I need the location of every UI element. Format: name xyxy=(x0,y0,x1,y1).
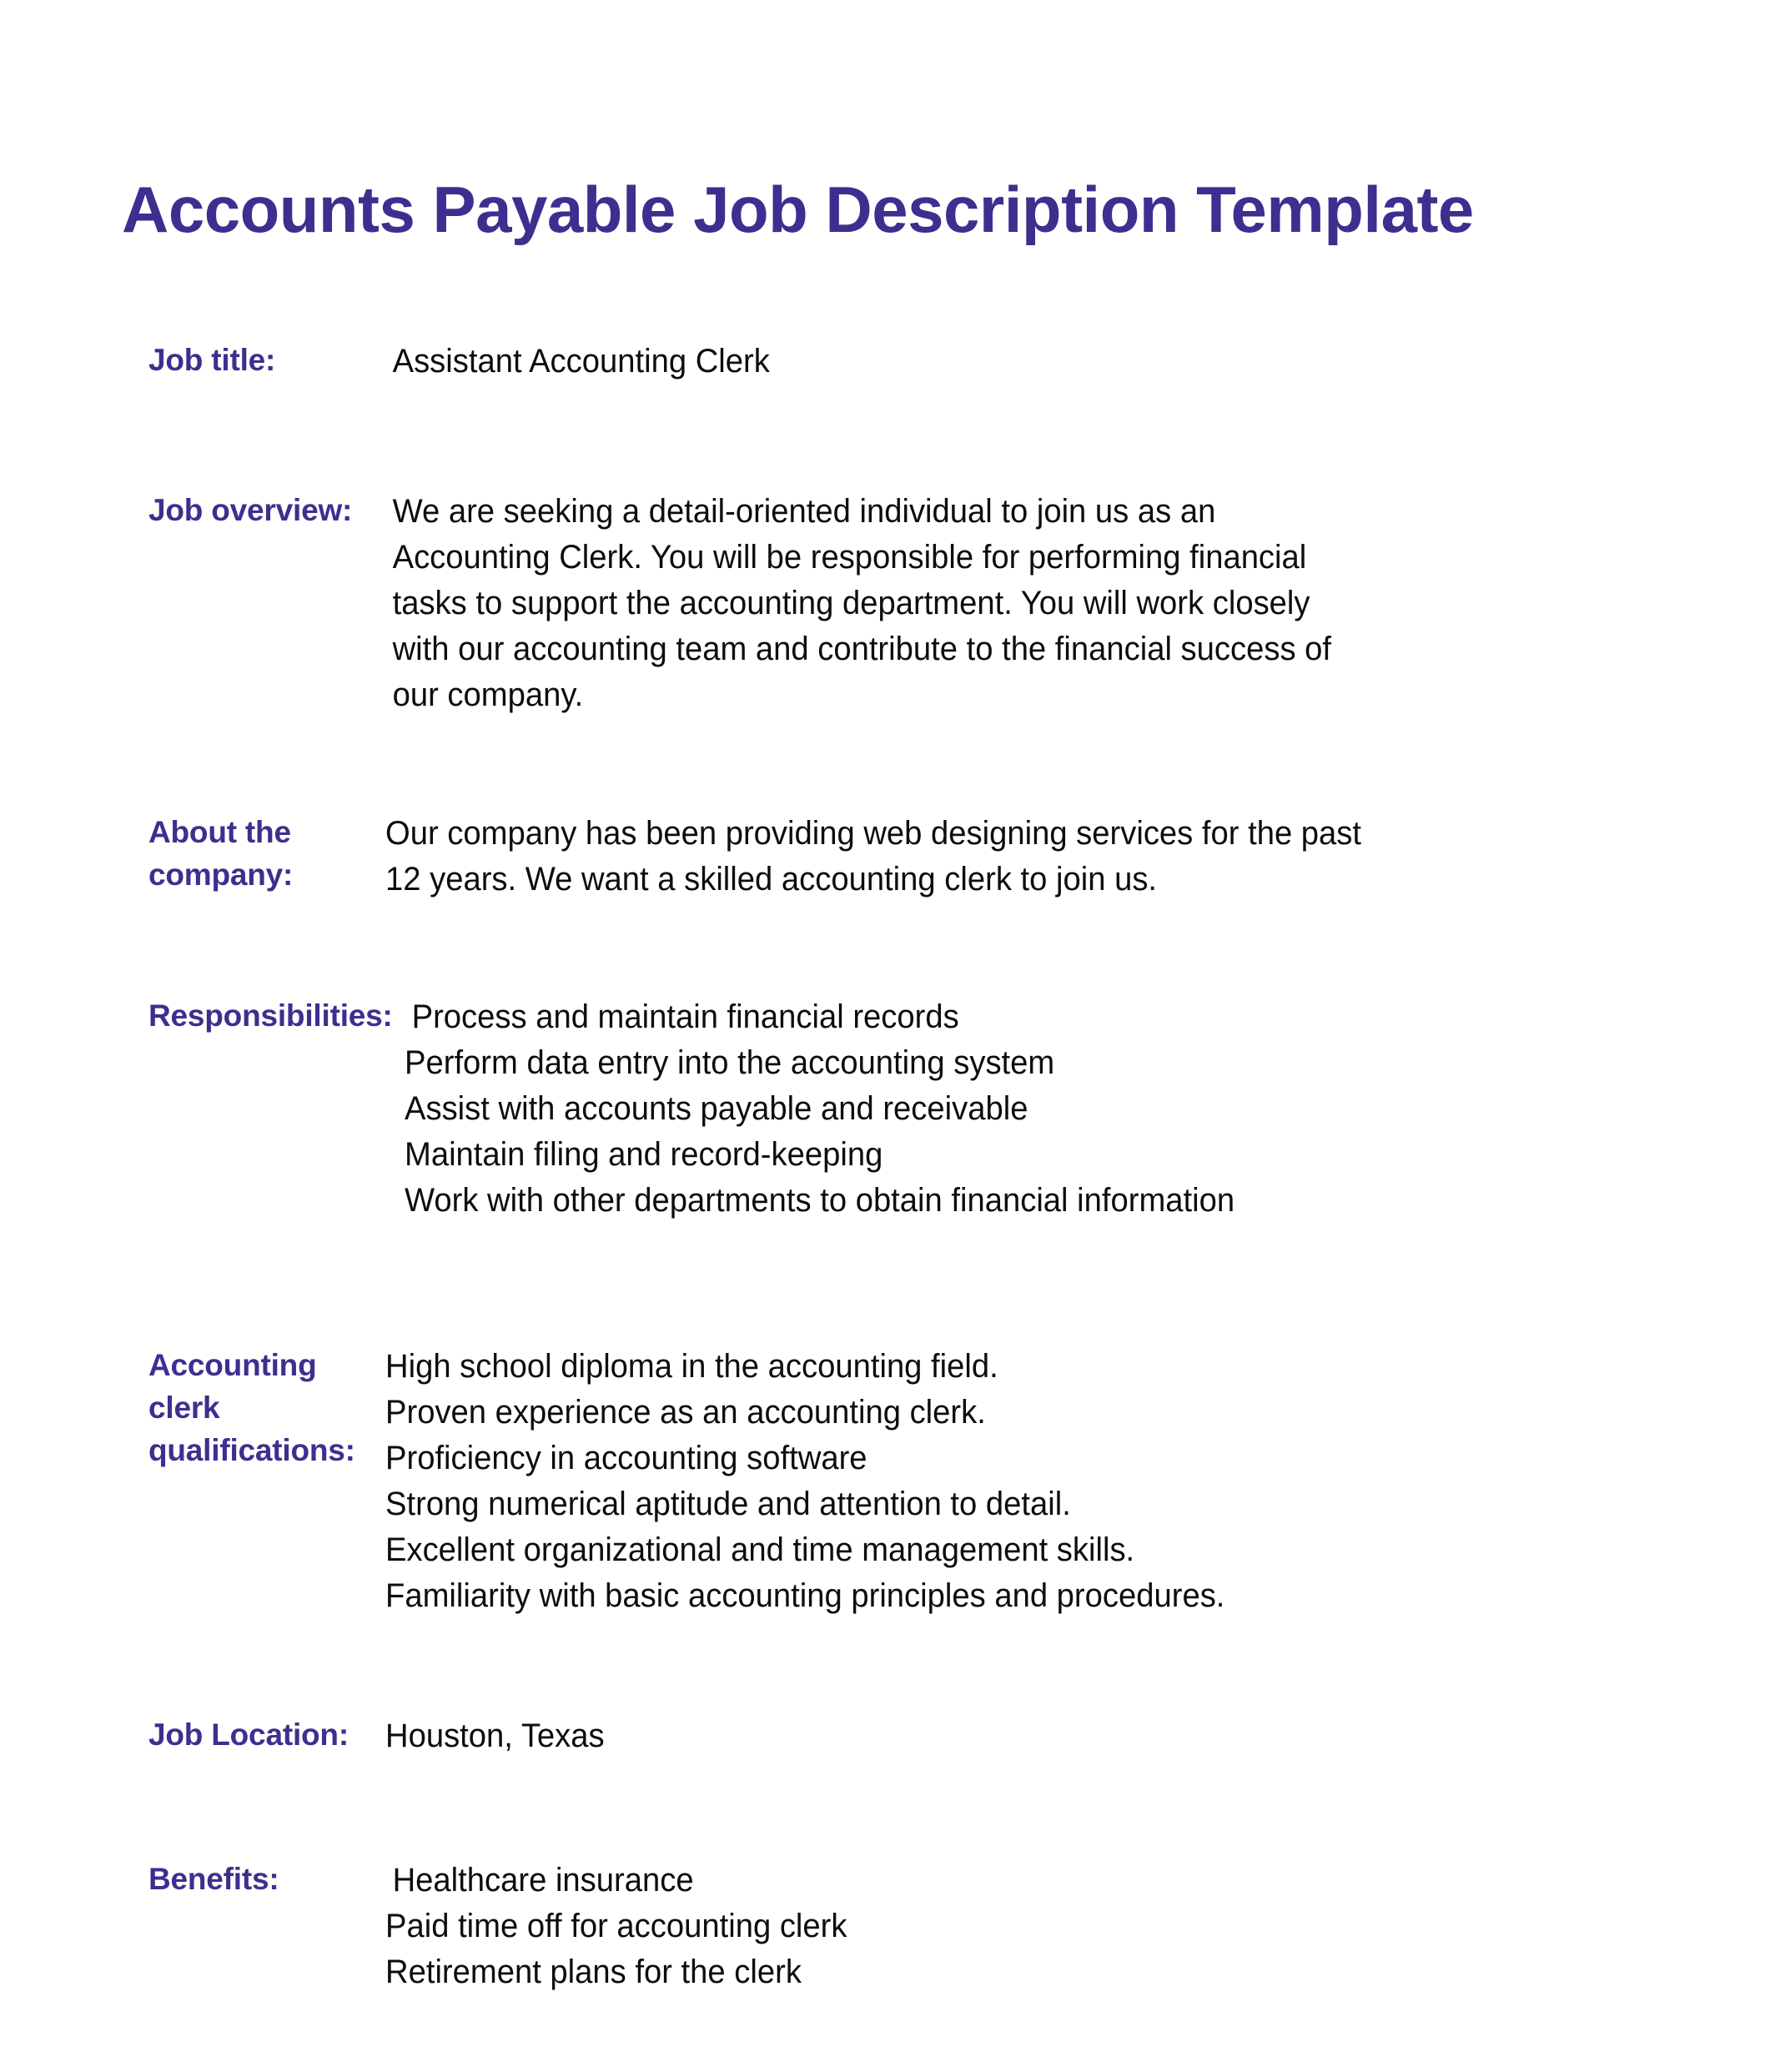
label-job-overview: Job overview: xyxy=(148,493,353,527)
value-benefits xyxy=(385,1858,1501,1995)
label-qualifications-line2: qualifications: xyxy=(148,1433,355,1467)
label-job-location: Job Location: xyxy=(148,1717,349,1752)
list-item: Paid time off for accounting clerk xyxy=(385,1908,847,1944)
label-qualifications-line1: Accounting clerk xyxy=(148,1348,317,1425)
label-about-company xyxy=(0,811,385,896)
page-title: Accounts Payable Job Description Template xyxy=(122,173,1474,247)
list-item: Familiarity with basic accounting principles and procedures. xyxy=(385,1577,1225,1614)
job-location-text: Houston, Texas xyxy=(385,1717,605,1754)
value-about-company xyxy=(385,811,1501,903)
label-qualifications xyxy=(0,1344,385,1471)
list-item: Assist with accounts payable and receivable xyxy=(404,1090,1028,1127)
responsibilities-list xyxy=(405,994,1389,1224)
value-qualifications xyxy=(385,1344,1501,1619)
section-qualifications xyxy=(0,1344,1780,1619)
list-item: Strong numerical aptitude and attention to detail. xyxy=(385,1486,1071,1522)
list-item: Retirement plans for the clerk xyxy=(385,1954,802,1990)
list-item: Proven experience as an accounting clerk. xyxy=(385,1394,986,1431)
value-job-location xyxy=(385,1713,1501,1759)
label-responsibilities: Responsibilities: xyxy=(148,998,393,1033)
value-job-title xyxy=(385,339,1501,385)
job-overview-text: We are seeking a detail-oriented individual to join us as an Accounting Clerk. You will be responsible for performing financial tasks to support the accounting department. You will work closely with our accounting team and contribute to the financial success of our company. xyxy=(392,493,1332,713)
list-item: Process and maintain financial records xyxy=(411,998,959,1035)
section-job-title xyxy=(0,339,1780,385)
section-responsibilities xyxy=(0,994,1780,1224)
benefits-list xyxy=(385,1858,1370,1995)
value-responsibilities xyxy=(405,994,1520,1224)
section-job-location xyxy=(0,1713,1780,1759)
list-item: Healthcare insurance xyxy=(392,1862,694,1898)
qualifications-list xyxy=(385,1344,1370,1619)
label-benefits: Benefits: xyxy=(148,1862,279,1896)
label-about-company-line2: company: xyxy=(148,857,294,892)
label-job-title: Job title: xyxy=(148,343,276,377)
about-company-text: Our company has been providing web designing services for the past 12 years. We want a skilled accounting clerk to join us. xyxy=(385,815,1362,898)
value-job-overview xyxy=(385,489,1501,718)
list-item: Perform data entry into the accounting system xyxy=(404,1044,1054,1081)
section-job-overview xyxy=(0,489,1780,718)
job-title-text: Assistant Accounting Clerk xyxy=(392,343,770,380)
list-item: Work with other departments to obtain financial information xyxy=(404,1182,1234,1219)
sections-container xyxy=(0,339,1780,1995)
list-item: Excellent organizational and time management skills. xyxy=(385,1531,1135,1568)
section-benefits xyxy=(0,1858,1780,1995)
section-about-company xyxy=(0,811,1780,903)
label-about-company-line1: About the xyxy=(148,815,291,849)
list-item: Proficiency in accounting software xyxy=(385,1440,867,1476)
list-item: Maintain filing and record-keeping xyxy=(404,1136,882,1173)
list-item: High school diploma in the accounting field. xyxy=(385,1348,998,1385)
